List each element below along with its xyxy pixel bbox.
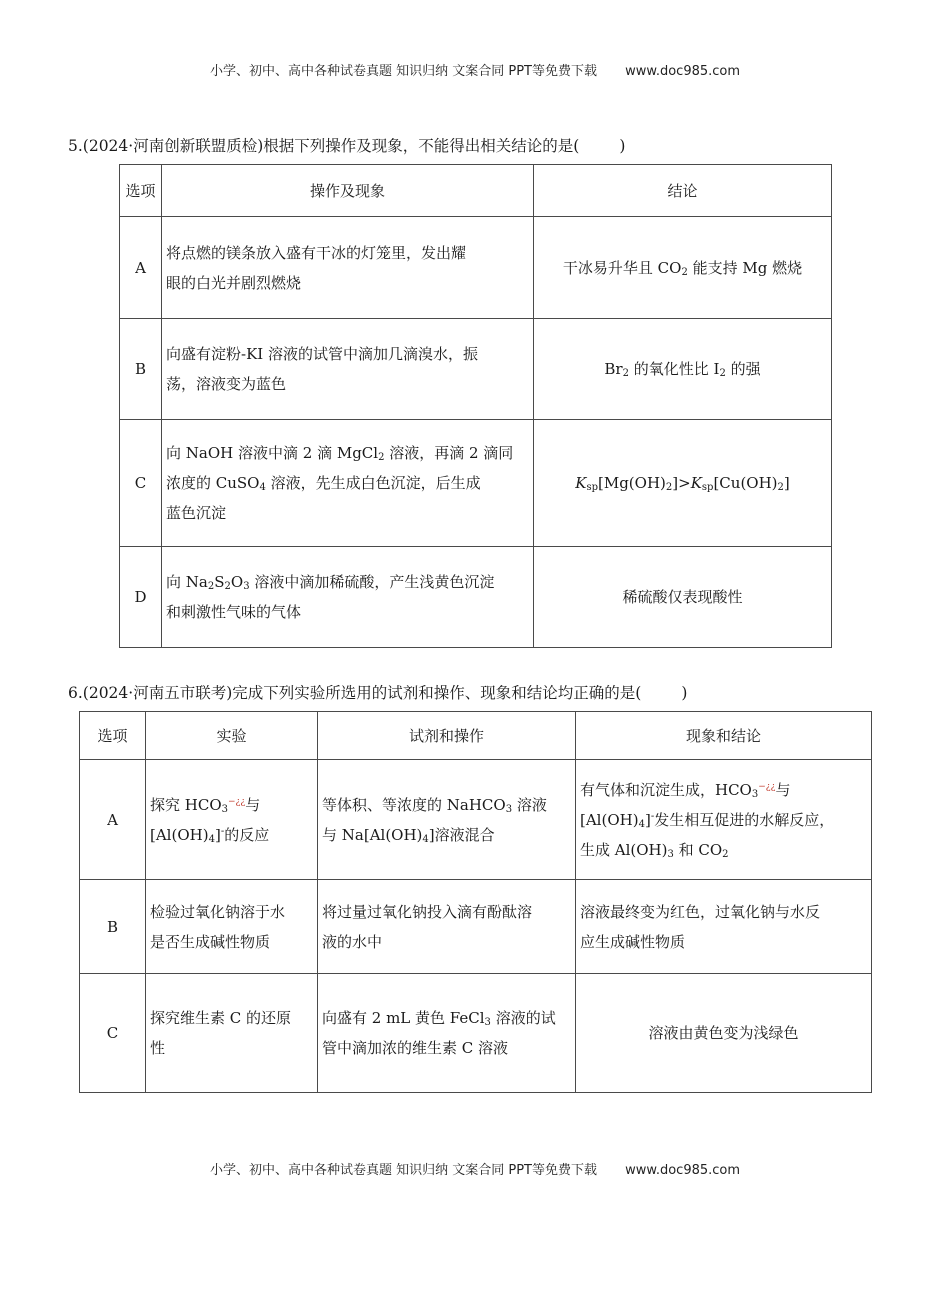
option-cell: B xyxy=(120,319,162,420)
page-header xyxy=(0,60,950,79)
operation-cell: 向 NaOH 溶液中滴 2 滴 MgCl$_2$ 溶液，再滴 2 滴同 浓度的 CuSO$_4$ 溶液，先生成白色沉淀，后生成 蓝色沉淀 xyxy=(162,420,534,547)
option-cell: D xyxy=(120,547,162,648)
result-cell: 有气体和沉淀生成，$HCO_3^{-¿¿}$与 $[Al(OH)_4]^-$发生相互促进的水解反应， 生成 $Al(OH)_3$ 和 $CO_2$ xyxy=(576,760,872,880)
table-header-row xyxy=(80,712,872,760)
conclusion-cell: 稀硫酸仅表现酸性 xyxy=(534,547,832,648)
operation-cell: 向 $Na_2S_2O_3$ 溶液中滴加稀硫酸，产生浅黄色沉淀 和刺激性气味的气体 xyxy=(162,547,534,648)
experiment-cell: 探究维生素 C 的还原 性 xyxy=(146,974,318,1093)
operation-cell: 向盛有淀粉-KI 溶液的试管中滴加几滴溴水，振 荡，溶液变为蓝色 xyxy=(162,319,534,420)
header-option: 选项 xyxy=(120,165,162,217)
operation-cell: 将点燃的镁条放入盛有干冰的灯笼里，发出耀 眼的白光并剧烈燃烧 xyxy=(162,217,534,319)
header-conclusion: 结论 xyxy=(534,165,832,217)
header-text: 小学、初中、高中各种试卷真题 知识归纳 文案合同 PPT等免费下载 xyxy=(209,64,597,79)
table-row xyxy=(120,319,832,420)
option-cell: B xyxy=(80,880,146,974)
header-option: 选项 xyxy=(80,712,146,760)
option-cell: A xyxy=(120,217,162,319)
header-operation: 操作及现象 xyxy=(162,165,534,217)
table-row xyxy=(80,760,872,880)
page-footer xyxy=(0,1159,950,1178)
option-cell: C xyxy=(80,974,146,1093)
reagent-cell: 向盛有 2 mL 黄色 FeCl$_3$ 溶液的试 管中滴加浓的维生素 C 溶液 xyxy=(318,974,576,1093)
conclusion-cell: $Br_2$ 的氧化性比 $I_2$ 的强 xyxy=(534,319,832,420)
question-6-title: 6.(2024·河南五市联考)完成下列实验所选用的试剂和操作、现象和结论均正确的是( ) xyxy=(68,684,688,702)
header-reagents: 试剂和操作 xyxy=(318,712,576,760)
reagent-cell: 将过量过氧化钠投入滴有酚酞溶 液的水中 xyxy=(318,880,576,974)
option-cell: C xyxy=(120,420,162,547)
conclusion-cell: 干冰易升华且 $CO_2$ 能支持 Mg 燃烧 xyxy=(534,217,832,319)
table-row xyxy=(120,420,832,547)
header-url[interactable]: www.doc985.com xyxy=(625,64,741,79)
header-result: 现象和结论 xyxy=(576,712,872,760)
result-cell: 溶液由黄色变为浅绿色 xyxy=(576,974,872,1093)
experiment-cell: 检验过氧化钠溶于水 是否生成碱性物质 xyxy=(146,880,318,974)
table-row xyxy=(120,217,832,319)
table-row xyxy=(120,547,832,648)
question-5-title: 5.(2024·河南创新联盟质检)根据下列操作及现象，不能得出相关结论的是( ) xyxy=(68,137,626,155)
table-row xyxy=(80,880,872,974)
experiment-cell: 探究 $HCO_3^{-¿¿}$与 $[Al(OH)_4]^-$的反应 xyxy=(146,760,318,880)
header-experiment: 实验 xyxy=(146,712,318,760)
table-header-row xyxy=(120,165,832,217)
result-cell: 溶液最终变为红色，过氧化钠与水反 应生成碱性物质 xyxy=(576,880,872,974)
question-5-table xyxy=(119,164,832,648)
option-cell: A xyxy=(80,760,146,880)
footer-url[interactable]: www.doc985.com xyxy=(625,1163,741,1178)
footer-text: 小学、初中、高中各种试卷真题 知识归纳 文案合同 PPT等免费下载 xyxy=(209,1163,597,1178)
table-row xyxy=(80,974,872,1093)
conclusion-cell: $K_{sp}[Mg(OH)_2]>K_{sp}[Cu(OH)_2]$ xyxy=(534,420,832,547)
question-6-table xyxy=(79,711,872,1093)
reagent-cell: 等体积、等浓度的 NaHCO$_3$ 溶液 与 $Na[Al(OH)_4]$溶液混合 xyxy=(318,760,576,880)
